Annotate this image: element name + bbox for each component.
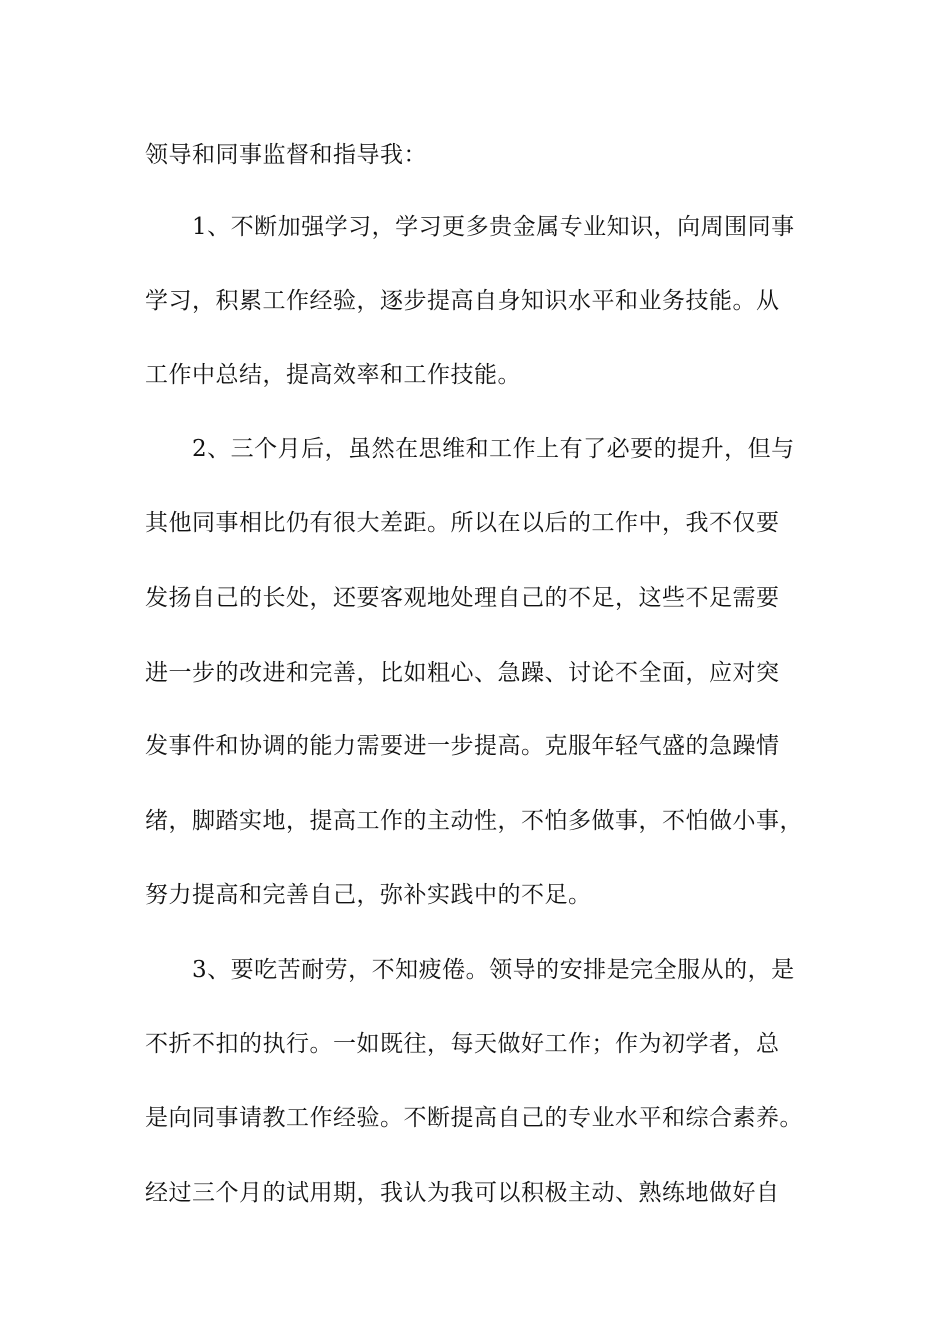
text-line: 学习，积累工作经验，逐步提高自身知识水平和业务技能。从 <box>145 288 780 314</box>
text-line: 绪，脚踏实地，提高工作的主动性，不怕多做事，不怕做小事， <box>145 808 803 834</box>
text-line: 发扬自己的长处，还要客观地处理自己的不足，这些不足需要 <box>145 585 780 611</box>
text-line: 领导和同事监督和指导我： <box>145 142 427 168</box>
paragraph-2-line: 2、三个月后，虽然在思维和工作上有了必要的提升，但与 <box>192 436 795 462</box>
text-line: 不折不扣的执行。一如既往，每天做好工作；作为初学者，总 <box>145 1031 780 1057</box>
text-line: 是向同事请教工作经验。不断提高自己的专业水平和综合素养。 <box>145 1105 803 1131</box>
text-line: 努力提高和完善自己，弥补实践中的不足。 <box>145 882 592 908</box>
text-line: 经过三个月的试用期，我认为我可以积极主动、熟练地做好自 <box>145 1180 780 1206</box>
paragraph-1-line: 1、不断加强学习，学习更多贵金属专业知识，向周围同事 <box>192 214 795 240</box>
paragraph-3-line: 3、要吃苦耐劳，不知疲倦。领导的安排是完全服从的，是 <box>192 957 795 983</box>
text-line: 发事件和协调的能力需要进一步提高。克服年轻气盛的急躁情 <box>145 733 780 759</box>
text-line: 进一步的改进和完善，比如粗心、急躁、讨论不全面，应对突 <box>145 660 780 686</box>
text-line: 工作中总结，提高效率和工作技能。 <box>145 362 521 388</box>
text-line: 其他同事相比仍有很大差距。所以在以后的工作中，我不仅要 <box>145 510 780 536</box>
